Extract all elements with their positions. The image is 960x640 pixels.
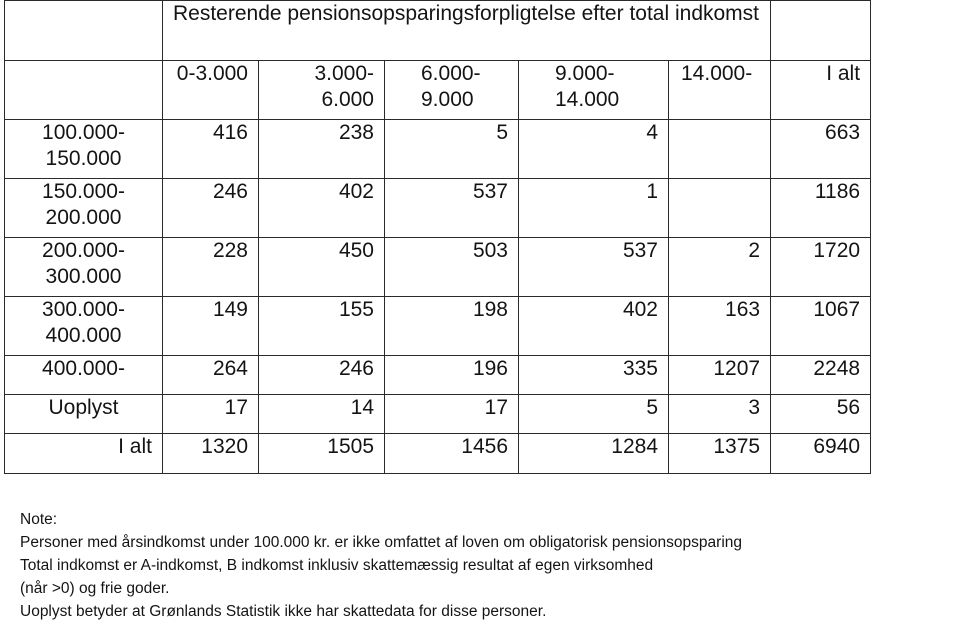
table-cell: 17 bbox=[163, 395, 259, 434]
corner-cell bbox=[5, 1, 163, 61]
table-cell: 246 bbox=[259, 356, 385, 395]
table-cell: 1067 bbox=[771, 297, 871, 356]
table-cell bbox=[669, 120, 771, 179]
table-cell: 149 bbox=[163, 297, 259, 356]
table-cell: 196 bbox=[385, 356, 519, 395]
table-cell: 537 bbox=[519, 238, 669, 297]
table-cell: 228 bbox=[163, 238, 259, 297]
column-header-corner bbox=[5, 61, 163, 120]
table-cell: 6940 bbox=[771, 434, 871, 474]
row-header: 100.000-150.000 bbox=[5, 120, 163, 179]
pension-table bbox=[4, 0, 871, 474]
table-cell: 2 bbox=[669, 238, 771, 297]
table-cell: 5 bbox=[385, 120, 519, 179]
table-cell bbox=[669, 179, 771, 238]
table-row bbox=[5, 238, 871, 297]
note-line: Uoplyst betyder at Grønlands Statistik ikke har skattedata for disse personer. bbox=[20, 603, 547, 620]
table-cell: 264 bbox=[163, 356, 259, 395]
column-header: 14.000- bbox=[669, 61, 771, 120]
table-cell: 1375 bbox=[669, 434, 771, 474]
row-header: 300.000-400.000 bbox=[5, 297, 163, 356]
table-cell: 402 bbox=[259, 179, 385, 238]
table-cell: 450 bbox=[259, 238, 385, 297]
row-header: 400.000- bbox=[5, 356, 163, 395]
table-cell: 537 bbox=[385, 179, 519, 238]
column-header: 6.000-9.000 bbox=[385, 61, 519, 120]
table-cell: 335 bbox=[519, 356, 669, 395]
note-line: (når >0) og frie goder. bbox=[20, 580, 170, 597]
table-cell: 663 bbox=[771, 120, 871, 179]
table-cell: 402 bbox=[519, 297, 669, 356]
table-cell: 1 bbox=[519, 179, 669, 238]
table-cell: 1186 bbox=[771, 179, 871, 238]
table-cell: 14 bbox=[259, 395, 385, 434]
table-cell: 56 bbox=[771, 395, 871, 434]
table-cell: 163 bbox=[669, 297, 771, 356]
table-cell: 4 bbox=[519, 120, 669, 179]
table-cell: 3 bbox=[669, 395, 771, 434]
table-row bbox=[5, 297, 871, 356]
table-cell: 416 bbox=[163, 120, 259, 179]
table-title-row bbox=[5, 1, 871, 61]
note-line: Total indkomst er A-indkomst, B indkomst inklusiv skattemæssig resultat af egen virksomhed bbox=[20, 557, 654, 574]
table-row bbox=[5, 356, 871, 395]
table-cell: 1505 bbox=[259, 434, 385, 474]
empty-header-cell bbox=[771, 1, 871, 61]
table-cell: 246 bbox=[163, 179, 259, 238]
column-header: 3.000-6.000 bbox=[259, 61, 385, 120]
notes-section bbox=[20, 508, 742, 623]
table-cell: 1207 bbox=[669, 356, 771, 395]
table-cell: 5 bbox=[519, 395, 669, 434]
table-cell: 17 bbox=[385, 395, 519, 434]
table-cell: 2248 bbox=[771, 356, 871, 395]
total-row bbox=[5, 434, 871, 474]
column-header-total: I alt bbox=[771, 61, 871, 120]
notes-heading: Note: bbox=[20, 511, 58, 528]
column-header-row bbox=[5, 61, 871, 120]
row-header: 200.000-300.000 bbox=[5, 238, 163, 297]
table-cell: 155 bbox=[259, 297, 385, 356]
table-title: Resterende pensionsopsparingsforpligtelse efter total indkomst bbox=[163, 1, 771, 61]
row-header: 150.000-200.000 bbox=[5, 179, 163, 238]
table-row bbox=[5, 179, 871, 238]
column-header: 9.000-14.000 bbox=[519, 61, 669, 120]
table-cell: 238 bbox=[259, 120, 385, 179]
table-row bbox=[5, 395, 871, 434]
row-header: Uoplyst bbox=[5, 395, 163, 434]
table-cell: 1320 bbox=[163, 434, 259, 474]
column-header: 0-3.000 bbox=[163, 61, 259, 120]
table-cell: 198 bbox=[385, 297, 519, 356]
table-row bbox=[5, 120, 871, 179]
table-cell: 1284 bbox=[519, 434, 669, 474]
table-cell: 1720 bbox=[771, 238, 871, 297]
table-cell: 503 bbox=[385, 238, 519, 297]
note-line: Personer med årsindkomst under 100.000 kr. er ikke omfattet af loven om obligatorisk pensionsopsparing bbox=[20, 534, 742, 551]
table-cell: 1456 bbox=[385, 434, 519, 474]
row-header: I alt bbox=[5, 434, 163, 474]
